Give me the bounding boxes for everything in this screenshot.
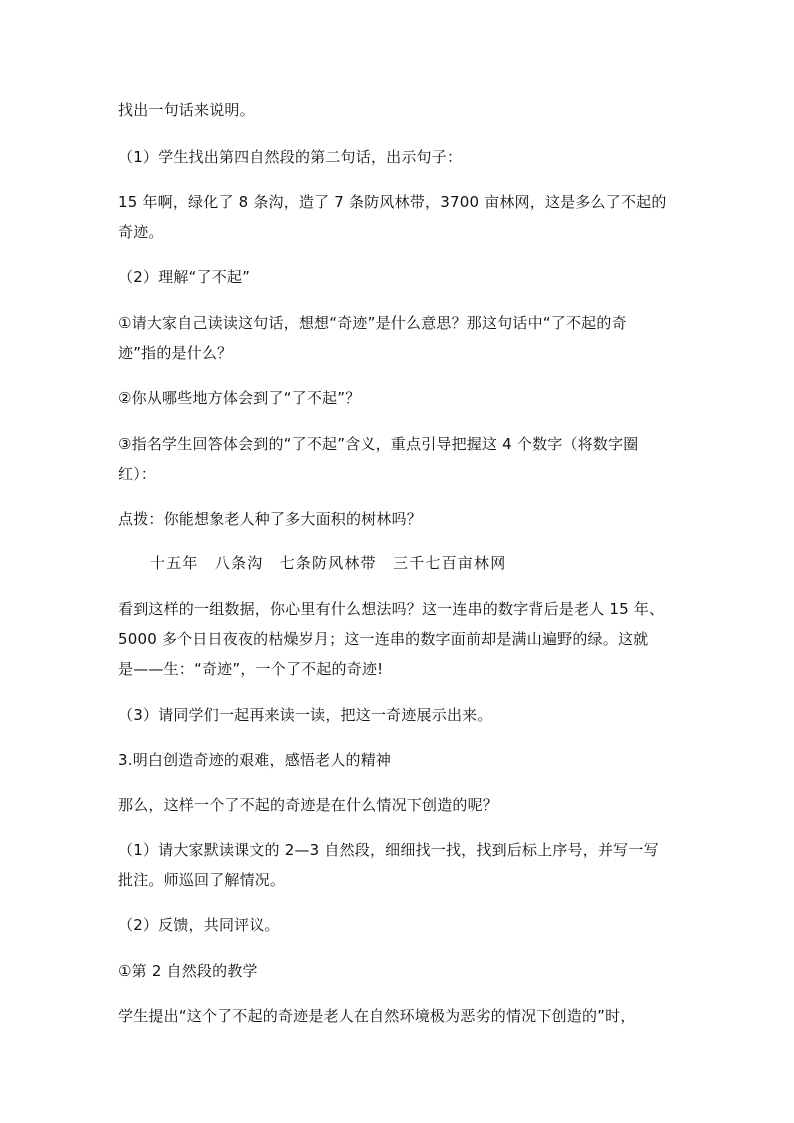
text-line-5: （2）理解“了不起” (118, 268, 251, 286)
text-line-2: （1）学生找出第四自然段的第二句话，出示句子： (118, 148, 463, 166)
text-line-22: ①第 2 自然段的教学 (118, 962, 258, 980)
text-line-13: 看到这样的一组数据，你心里有什么想法吗？这一连串的数字背后是老人 15 年、 (118, 600, 665, 618)
text-line-23: 学生提出“这个了不起的奇迹是老人在自然环境极为恶劣的情况下创造的”时， (118, 1007, 636, 1025)
text-line-3: 15 年啊，绿化了 8 条沟，造了 7 条防风林带，3700 亩林网，这是多么了不起的 (118, 193, 667, 211)
text-line-1: 找出一句话来说明。 (118, 101, 255, 119)
text-line-20: 批注。师巡回了解情况。 (118, 871, 286, 889)
text-line-16: （3）请同学们一起再来读一读，把这一奇迹展示出来。 (118, 706, 493, 724)
text-line-8: ②你从哪些地方体会到了“了不起”？ (118, 389, 361, 407)
text-line-4: 奇迹。 (118, 223, 164, 241)
text-line-18: 那么，这样一个了不起的奇迹是在什么情况下创造的呢？ (118, 796, 499, 814)
text-line-6: ①请大家自己读读这句话，想想“奇迹”是什么意思？那这句话中“了不起的奇 (118, 314, 627, 332)
number-words-line: 十五年 八条沟 七条防风林带 三千七百亩林网 (150, 554, 507, 572)
text-line-7: 迹”指的是什么？ (118, 344, 233, 362)
text-line-19: （1）请大家默读课文的 2—3 自然段，细细找一找，找到后标上序号，并写一写 (118, 841, 659, 859)
text-line-10: 红）： (118, 465, 157, 483)
text-line-21: （2）反馈，共同评议。 (118, 916, 280, 934)
text-line-11: 点拨：你能想象老人种了多大面积的树林吗？ (118, 510, 423, 528)
text-line-14: 5000 多个日日夜夜的枯燥岁月；这一连串的数字面前却是满山遍野的绿。这就 (118, 630, 649, 648)
section-heading: 3.明白创造奇迹的艰难，感悟老人的精神 (118, 751, 392, 769)
text-line-9: ③指名学生回答体会到的“了不起”含义，重点引导把握这 4 个数字（将数字圈 (118, 435, 639, 453)
text-line-15: 是——生：“奇迹”，一个了不起的奇迹! (118, 660, 384, 678)
